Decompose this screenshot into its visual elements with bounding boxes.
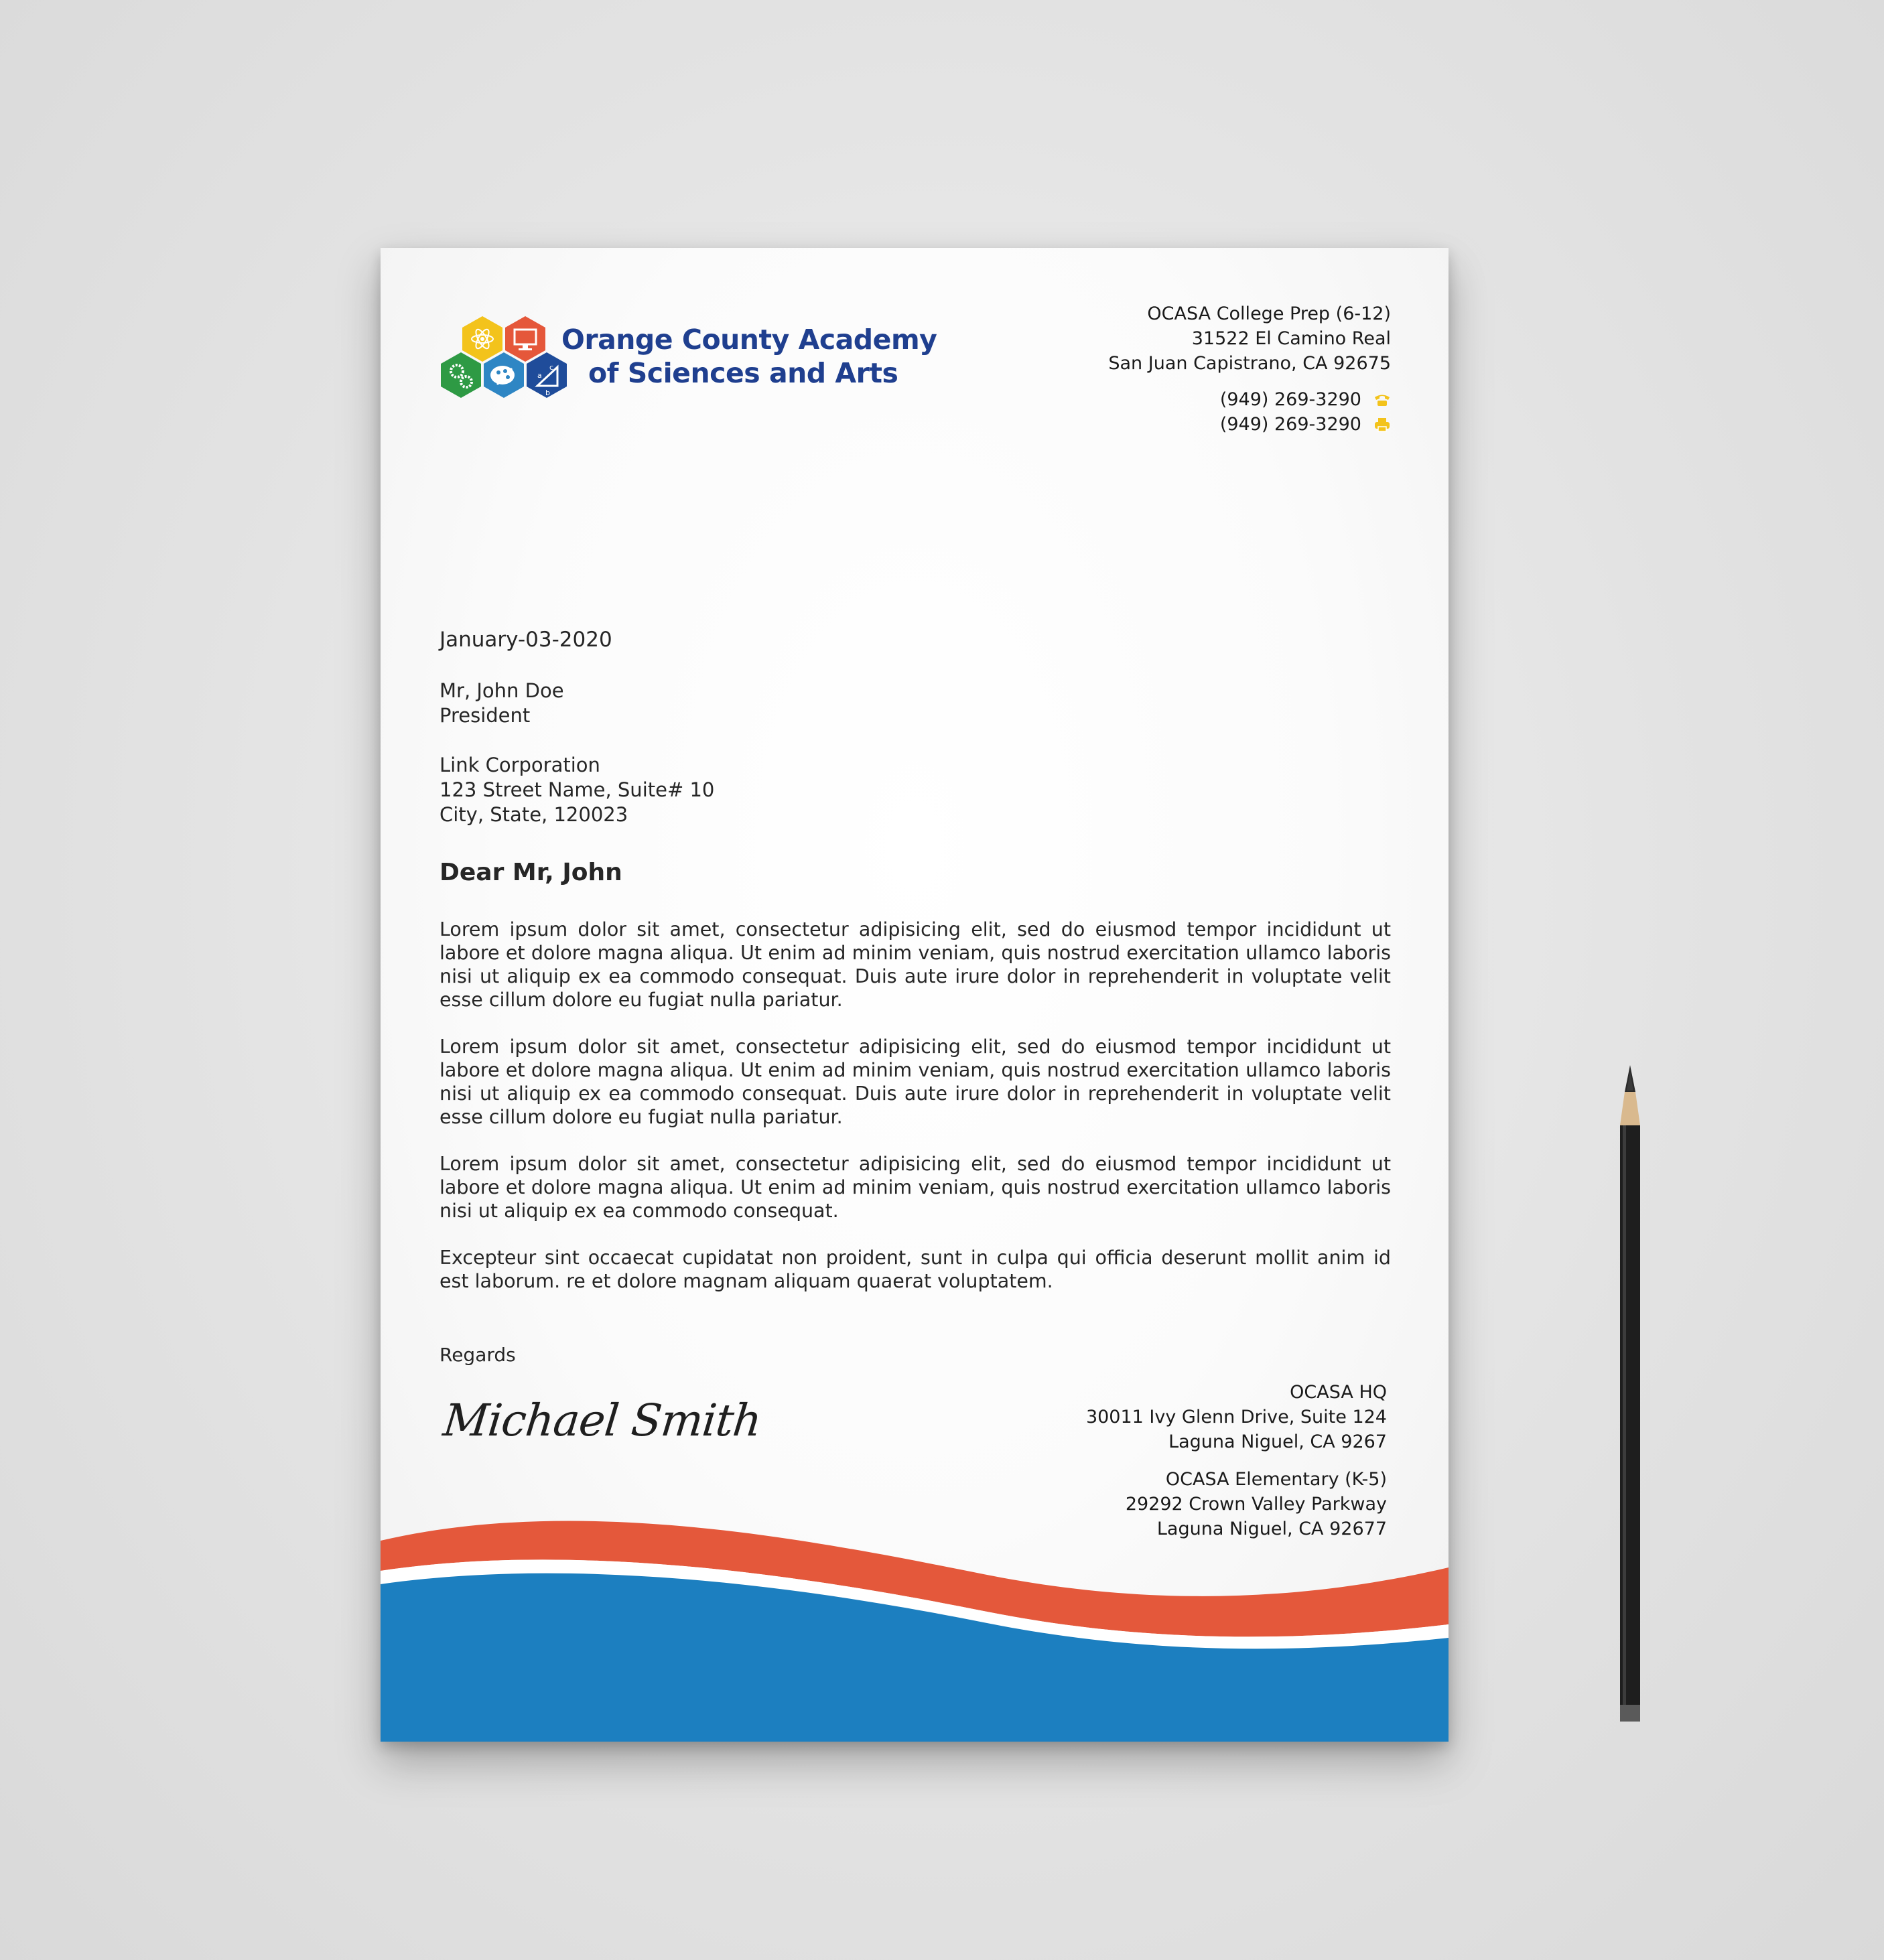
hex-gears <box>441 352 481 398</box>
phone-row <box>1220 387 1391 412</box>
recipient-title: President <box>440 704 531 727</box>
paragraph-text: Lorem ipsum dolor sit amet, consectetur adipisicing elit, sed do eiusmod tempor incididunt ut labore et dolore magna aliqua. Ut enim ad minim veniam, quis nostrud exercitation ullamco laboris nisi ut aliquip ex ea commodo consequat. Duis aute irure dolor in reprehenderit in voluptate velit esse cillum dolore eu fugiat nulla pariatur. <box>440 1036 1391 1128</box>
fax-row <box>1220 412 1391 437</box>
header-contact <box>1220 387 1391 437</box>
school-name <box>561 323 937 390</box>
hex-monitor <box>505 316 545 362</box>
school-name-line1: Orange County Academy <box>561 324 937 356</box>
recipient-name: Mr, John Doe <box>440 679 564 702</box>
hq-address <box>1086 1380 1387 1454</box>
school-name-line2: of Sciences and Arts <box>588 357 898 389</box>
company-block <box>440 753 714 827</box>
elementary-address-line: 29292 Crown Valley Parkway <box>1125 1494 1387 1515</box>
phone-icon <box>1373 393 1391 407</box>
fax-icon <box>1373 417 1391 432</box>
fax-number: (949) 269-3290 <box>1219 414 1361 435</box>
hex-palette <box>484 352 524 398</box>
recipient-block <box>440 679 564 728</box>
footer-wave <box>381 1500 1449 1742</box>
body-paragraph-4 <box>440 1246 1391 1293</box>
hq-address-line: Laguna Niguel, CA 9267 <box>1168 1431 1387 1452</box>
body-paragraph-3 <box>440 1152 1391 1222</box>
header-address-line: 31522 El Camino Real <box>1191 328 1391 349</box>
company-city: City, State, 120023 <box>440 803 628 826</box>
elementary-address-line: Laguna Niguel, CA 92677 <box>1156 1519 1387 1539</box>
paragraph-text: Lorem ipsum dolor sit amet, consectetur adipisicing elit, sed do eiusmod tempor incididunt ut labore et dolore magna aliqua. Ut enim ad minim veniam, quis nostrud exercitation ullamco laboris nisi ut aliquip ex ea commodo consequat. Duis aute irure dolor in reprehenderit in voluptate velit esse cillum dolore eu fugiat nulla pariatur. <box>440 918 1391 1011</box>
company-name: Link Corporation <box>440 754 600 776</box>
header-address-line: OCASA College Prep (6-12) <box>1147 303 1391 324</box>
header-address <box>1108 301 1391 376</box>
salutation: Dear Mr, John <box>440 859 622 886</box>
hex-triangle <box>527 352 567 398</box>
closing: Regards <box>440 1344 516 1366</box>
pencil-icon <box>1613 1065 1647 1722</box>
body-paragraph-1 <box>440 918 1391 1011</box>
elementary-address-line: OCASA Elementary (K-5) <box>1165 1469 1387 1490</box>
letterhead-page <box>381 248 1449 1742</box>
hex-atom <box>462 316 502 362</box>
letter-date: January-03-2020 <box>440 628 612 652</box>
triangle-letter-c: c <box>549 363 554 372</box>
phone-number: (949) 269-3290 <box>1219 389 1361 410</box>
paragraph-text: Excepteur sint occaecat cupidatat non proident, sunt in culpa qui officia deserunt mollit anim id est laborum. re et dolore magnam aliquam quaerat voluptatem. <box>440 1247 1391 1292</box>
signature: Michael Smith <box>440 1395 764 1446</box>
triangle-letter-a: a <box>537 371 542 380</box>
triangle-letter-b: b <box>545 389 550 397</box>
paragraph-text: Lorem ipsum dolor sit amet, consectetur adipisicing elit, sed do eiusmod tempor incididunt ut labore et dolore magna aliqua. Ut enim ad minim veniam, quis nostrud exercitation ullamco laboris nisi ut aliquip ex ea commodo consequat. <box>440 1153 1391 1222</box>
hq-address-line: 30011 Ivy Glenn Drive, Suite 124 <box>1085 1407 1387 1427</box>
header-address-line: San Juan Capistrano, CA 92675 <box>1108 353 1391 374</box>
body-paragraph-2 <box>440 1035 1391 1129</box>
company-street: 123 Street Name, Suite# 10 <box>440 778 715 801</box>
hq-address-line: OCASA HQ <box>1290 1382 1387 1403</box>
